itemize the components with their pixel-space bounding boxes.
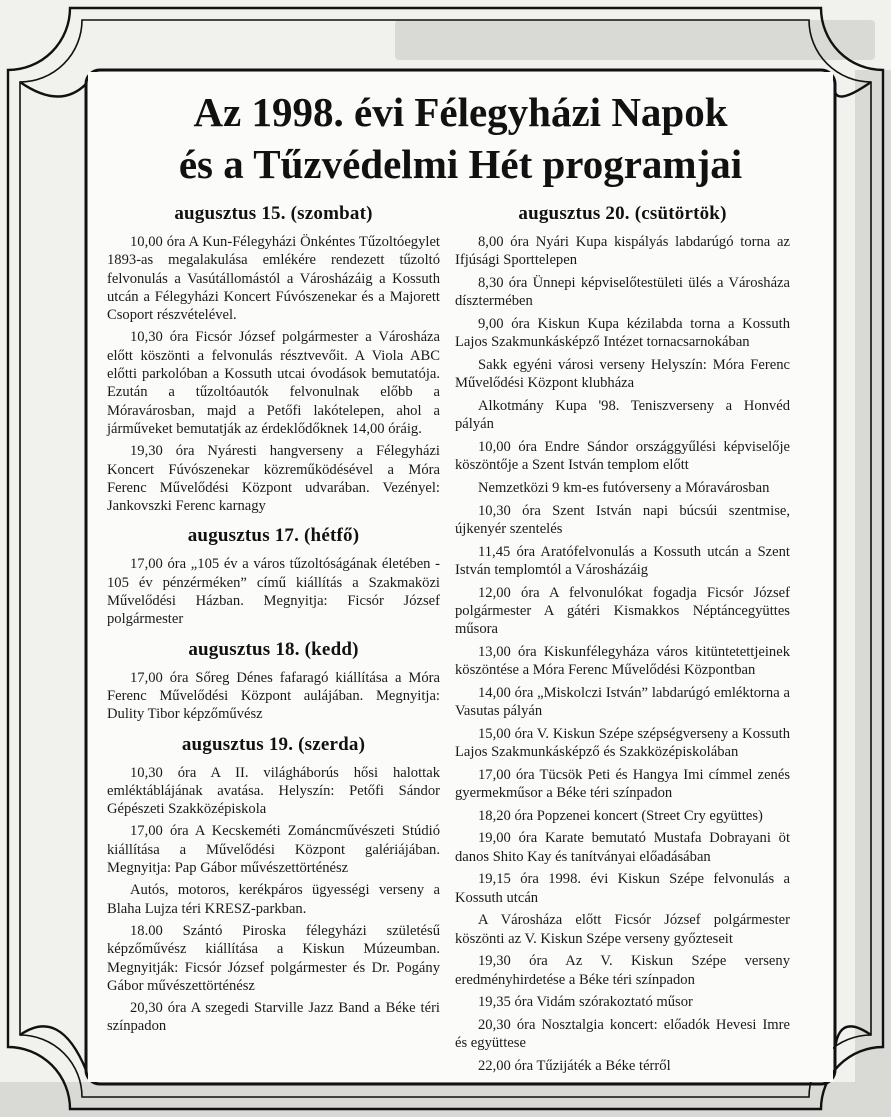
day-heading-aug-18: augusztus 18. (kedd) [188, 638, 359, 660]
program-item: 17,00 óra A Kecskeméti Zománcművészeti Stúdió kiállítása a Művelődési Központ galériájában. Megnyitja: Pap Gábor művészettörténész [107, 823, 440, 877]
program-item: Alkotmány Kupa '98. Teniszverseny a Honvéd pályán [455, 397, 790, 433]
program-item: 20,30 óra A szegedi Starville Jazz Band a Béke téri színpadon [107, 1000, 440, 1035]
program-item: 19,15 óra 1998. évi Kiskun Szépe felvonulás a Kossuth utcán [455, 871, 790, 906]
program-item: 17,00 óra „105 év a város tűzoltóságának életében - 105 év pénzérméken” című kiállítás a Szakmaközi Művelődési Házban. Megnyitja: Ficsór József polgármester [107, 556, 440, 628]
title-line-1: Az 1998. évi Félegyházi Napok [193, 89, 728, 135]
program-item: 12,00 óra A felvonulókat fogadja Ficsór József polgármester A gátéri Kismakkos Néptáncegyüttes műsora [455, 584, 790, 638]
title-line-2: és a Tűzvédelmi Hét programjai [178, 141, 743, 188]
program-item: 13,00 óra Kiskunfélegyháza város kitüntetettjeinek köszöntése a Móra Ferenc Művelődési Központban [455, 643, 790, 679]
program-item: 11,45 óra Aratófelvonulás a Kossuth utcán a Szent István templomtól a Városházáig [455, 543, 790, 578]
program-item: 8,00 óra Nyári Kupa kispályás labdarúgó torna az Ifjúsági Sporttelepen [455, 234, 790, 269]
program-item: Sakk egyéni városi verseny Helyszín: Móra Ferenc Művelődési Központ klubháza [455, 356, 790, 392]
program-item: 17,00 óra Sőreg Dénes fafaragó kiállítása a Móra Ferenc Művelődési Központ aulájában. Megnyitja: Dulity Tibor képzőművész [107, 669, 440, 723]
program-item: 10,00 óra Endre Sándor országgyűlési képviselője köszöntője a Szent István templom előtt [455, 438, 790, 474]
program-item: 19,30 óra Az V. Kiskun Szépe verseny eredményhirdetése a Béke téri színpadon [455, 953, 790, 988]
program-item: 18.00 Szántó Piroska félegyházi születésű képzőművész kiállítása a Kiskun Múzeumban. Megnyitják: Ficsór József polgármester és Dr. Pogány Gábor művészettörténész [107, 922, 440, 994]
left-column [107, 203, 440, 1040]
program-item: 9,00 óra Kiskun Kupa kézilabda torna a Kossuth Lajos Szakmunkásképző Intézet tornacsarnokában [455, 315, 790, 351]
day-heading-aug-19: augusztus 19. (szerda) [181, 733, 366, 755]
program-item: 18,20 óra Popzenei koncert (Street Cry együttes) [478, 807, 763, 824]
program-item: 17,00 óra Tücsök Peti és Hangya Imi címmel zenés gyermekműsor a Béke téri színpadon [455, 766, 790, 802]
page-title [88, 86, 833, 190]
program-item: 8,30 óra Ünnepi képviselőtestületi ülés a Városháza dísztermében [455, 274, 790, 310]
program-item: 10,30 óra A II. világháborús hősi halottak emléktáblájának avatása. Helyszín: Petőfi Sándor Gépészeti Szakközépiskola [107, 764, 440, 818]
program-item: 10,00 óra A Kun-Félegyházi Önkéntes Tűzoltóegylet 1893-as megalakulása emlékére rendezett tűzoltó felvonulás a Vasútállomástól a Városházáig a Kossuth utcán a Félegyházi Koncert Fúvószenekar és a Majorett Csoport részvételével. [107, 234, 440, 324]
program-item: Autós, motoros, kerékpáros ügyességi verseny a Blaha Lujza téri KRESZ-parkban. [107, 882, 440, 917]
program-item: 10,30 óra Szent István napi búcsúi szentmise, újkenyér szentelés [455, 502, 790, 537]
program-item: 19,30 óra Nyáresti hangverseny a Félegyházi Koncert Fúvószenekar közreműködésével a Móra Ferenc Művelődési Központ udvarában. Vezényel: Jankovszki Ferenc karnagy [107, 443, 440, 515]
program-item: 14,00 óra „Miskolczi István” labdarúgó emléktorna a Vasutas pályán [455, 684, 790, 720]
day-heading-aug-20: augusztus 20. (csütörtök) [518, 203, 727, 224]
program-item: 19,35 óra Vidám szórakoztató műsor [478, 994, 693, 1011]
right-column [455, 203, 790, 1080]
program-item: Nemzetközi 9 km-es futóverseny a Móravárosban [478, 479, 770, 496]
day-heading-aug-15: augusztus 15. (szombat) [174, 203, 373, 224]
program-item: 22,00 óra Tűzijáték a Béke térről [478, 1058, 671, 1075]
day-heading-aug-17: augusztus 17. (hétfő) [187, 525, 360, 547]
program-item: 10,30 óra Ficsór József polgármester a Városháza előtt köszönti a felvonulás résztvevőit. A Viola ABC előtti parkolóban a Kossuth utcai óvodások bemutatója. Ezután a tűzoltóautók felvonulnak előbb a Móravárosban, majd a Petőfi lakótelepen, ahol a járműveket bemutatják az érdeklődőknek 14,00 óráig. [107, 329, 440, 437]
program-item: 15,00 óra V. Kiskun Szépe szépségverseny a Kossuth Lajos Szakmunkásképző és Szakközépiskolában [455, 725, 790, 761]
program-item: A Városháza előtt Ficsór József polgármester köszönti az V. Kiskun Szépe verseny győzteseit [455, 912, 790, 947]
program-item: 19,00 óra Karate bemutató Mustafa Dobrayani öt danos Shito Kay és tanítványai előadásában [455, 830, 790, 865]
program-item: 20,30 óra Nosztalgia koncert: előadók Hevesi Imre és együttese [455, 1017, 790, 1052]
